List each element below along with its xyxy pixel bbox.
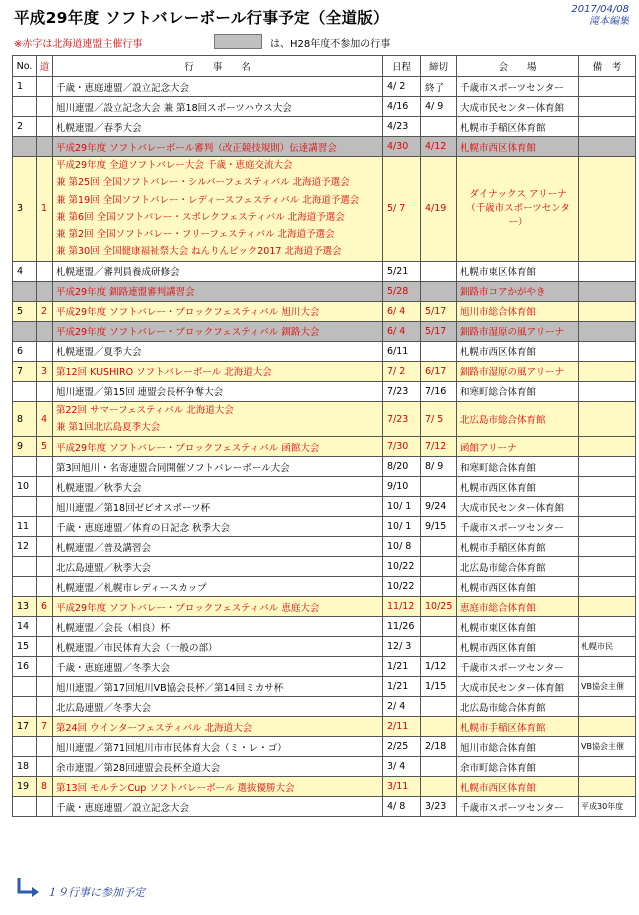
row-date: 7/23 [383, 381, 421, 401]
row-event [53, 157, 383, 262]
row-venue: 釧路市湿原の風アリーナ [457, 361, 579, 381]
row-no [13, 281, 37, 301]
table-row [13, 577, 636, 597]
row-venue: 札幌市西区体育館 [457, 341, 579, 361]
row-date: 2/11 [383, 717, 421, 737]
table-row [13, 477, 636, 497]
row-event: 平成29年度 ソフトバレー・ブロックフェスティバル 釧路大会 [53, 321, 383, 341]
row-venue: 旭川市総合体育館 [457, 737, 579, 757]
table-header-row [13, 56, 636, 77]
row-deadline: 6/17 [421, 361, 457, 381]
row-no: 19 [13, 777, 37, 797]
footer-note: １９行事に参加予定 [46, 886, 145, 899]
row-date: 7/ 2 [383, 361, 421, 381]
row-venue: 千歳市スポーツセンター [457, 77, 579, 97]
event-line: 兼 第6回 全国ソフトバレー・スポレクフェスティバル 北海道予選会 [56, 211, 345, 223]
row-no: 17 [13, 717, 37, 737]
table-row [13, 677, 636, 697]
row-dou-number [37, 797, 53, 817]
row-dou-number [37, 321, 53, 341]
row-date: 1/21 [383, 657, 421, 677]
row-note [579, 577, 636, 597]
table-row [13, 537, 636, 557]
row-no: 1 [13, 77, 37, 97]
row-venue: 千歳市スポーツセンター [457, 517, 579, 537]
row-date: 4/16 [383, 97, 421, 117]
row-date: 11/12 [383, 597, 421, 617]
table-row [13, 497, 636, 517]
row-note [579, 281, 636, 301]
row-event: 第13回 モルテンCup ソフトバレーボール 選抜優勝大会 [53, 777, 383, 797]
row-venue: ダイナックス アリーナ（千歳市スポーツセンター） [457, 157, 579, 262]
header-event: 行 事 名 [53, 56, 383, 77]
row-date: 5/21 [383, 261, 421, 281]
row-date: 5/ 7 [383, 157, 421, 262]
row-deadline: 7/16 [421, 381, 457, 401]
row-dou-number: 1 [37, 157, 53, 262]
row-deadline: 7/12 [421, 437, 457, 457]
row-dou-number [37, 281, 53, 301]
edit-date [571, 4, 629, 28]
row-deadline [421, 281, 457, 301]
row-date: 10/ 1 [383, 497, 421, 517]
row-note [579, 341, 636, 361]
row-no: 14 [13, 617, 37, 637]
row-event: 千歳・恵庭連盟／体育の日記念 秋季大会 [53, 517, 383, 537]
row-event: 平成29年度 ソフトバレーボール審判（改正競技規則）伝達講習会 [53, 137, 383, 157]
row-venue: 北広島市総合体育館 [457, 401, 579, 437]
row-event: 札幌連盟／秋季大会 [53, 477, 383, 497]
row-no: 3 [13, 157, 37, 262]
legend-gray-swatch [214, 34, 262, 49]
row-note [579, 381, 636, 401]
row-note [579, 517, 636, 537]
row-event: 札幌連盟／市民体育大会（一般の部） [53, 637, 383, 657]
row-dou-number [37, 381, 53, 401]
row-event: 旭川連盟／設立記念大会 兼 第18回スポーツハウス大会 [53, 97, 383, 117]
row-note [579, 697, 636, 717]
row-date: 10/ 8 [383, 537, 421, 557]
row-note [579, 717, 636, 737]
row-dou-number [37, 137, 53, 157]
row-dou-number [37, 737, 53, 757]
row-no: 6 [13, 341, 37, 361]
row-dou-number [37, 497, 53, 517]
row-note [579, 401, 636, 437]
event-line: 平成29年度 全道ソフトバレー大会 千歳・恵庭交流大会 [56, 160, 293, 171]
table-row [13, 261, 636, 281]
row-event: 札幌連盟／春季大会 [53, 117, 383, 137]
row-no [13, 697, 37, 717]
row-event: 旭川連盟／第17回旭川VB協会長杯／第14回ミカサ杯 [53, 677, 383, 697]
row-event: 第24回 ウインターフェスティバル 北海道大会 [53, 717, 383, 737]
row-deadline: 8/ 9 [421, 457, 457, 477]
row-venue: 北広島市総合体育館 [457, 697, 579, 717]
row-note: 札幌市民 [579, 637, 636, 657]
page-title: 平成29年度 ソフトバレーボール行事予定（全道版） [14, 9, 389, 27]
row-note [579, 157, 636, 262]
row-event: 旭川連盟／第18回ゼビオスポーツ杯 [53, 497, 383, 517]
row-no [13, 381, 37, 401]
row-note [579, 77, 636, 97]
header-note: 備 考 [579, 56, 636, 77]
row-note [579, 657, 636, 677]
row-dou-number [37, 341, 53, 361]
row-event: 余市連盟／第28回連盟会長杯全道大会 [53, 757, 383, 777]
row-note [579, 617, 636, 637]
row-dou-number: 7 [37, 717, 53, 737]
row-date: 7/23 [383, 401, 421, 437]
row-venue: 旭川市総合体育館 [457, 301, 579, 321]
table-row [13, 457, 636, 477]
row-event: 札幌連盟／普及講習会 [53, 537, 383, 557]
table-row [13, 137, 636, 157]
table-row [13, 517, 636, 537]
table-row [13, 617, 636, 637]
row-date: 8/20 [383, 457, 421, 477]
row-deadline [421, 637, 457, 657]
table-row [13, 637, 636, 657]
row-dou-number [37, 457, 53, 477]
row-date: 12/ 3 [383, 637, 421, 657]
row-venue: 札幌市手稲区体育館 [457, 117, 579, 137]
table-row [13, 77, 636, 97]
row-no: 11 [13, 517, 37, 537]
row-deadline [421, 777, 457, 797]
row-deadline: 4/12 [421, 137, 457, 157]
schedule-table [12, 55, 636, 817]
row-venue: 千歳市スポーツセンター [457, 797, 579, 817]
row-venue: 和寒町総合体育館 [457, 457, 579, 477]
row-note [579, 321, 636, 341]
table-row [13, 97, 636, 117]
row-venue: 和寒町総合体育館 [457, 381, 579, 401]
row-no: 8 [13, 401, 37, 437]
legend-gray-note: は、H28年度不参加の行事 [270, 39, 391, 50]
row-dou-number: 3 [37, 361, 53, 381]
header-deadline: 締切 [421, 56, 457, 77]
row-event: 第3回旭川・名寄連盟合同開催ソフトバレーボール大会 [53, 457, 383, 477]
row-note: 平成30年度 [579, 797, 636, 817]
row-event: 平成29年度 ソフトバレー・ブロックフェスティバル 恵庭大会 [53, 597, 383, 617]
table-row [13, 697, 636, 717]
legend-red-note: ※赤字は北海道連盟主催行事 [14, 39, 143, 50]
row-dou-number [37, 577, 53, 597]
row-dou-number [37, 657, 53, 677]
row-dou-number [37, 261, 53, 281]
row-deadline [421, 757, 457, 777]
row-deadline: 4/ 9 [421, 97, 457, 117]
row-note [579, 597, 636, 617]
row-venue: 函館アリーナ [457, 437, 579, 457]
row-venue: 札幌市東区体育館 [457, 261, 579, 281]
header-venue: 会 場 [457, 56, 579, 77]
row-no [13, 677, 37, 697]
row-date: 9/10 [383, 477, 421, 497]
row-no: 5 [13, 301, 37, 321]
row-no [13, 497, 37, 517]
row-event: 平成29年度 ソフトバレー・ブロックフェスティバル 函館大会 [53, 437, 383, 457]
row-no: 13 [13, 597, 37, 617]
row-date: 5/28 [383, 281, 421, 301]
row-note [579, 497, 636, 517]
row-note [579, 777, 636, 797]
table-row [13, 281, 636, 301]
row-deadline [421, 477, 457, 497]
row-deadline [421, 537, 457, 557]
row-event: 千歳・恵庭連盟／設立記念大会 [53, 77, 383, 97]
row-dou-number [37, 517, 53, 537]
row-no [13, 321, 37, 341]
table-row [13, 757, 636, 777]
row-no: 9 [13, 437, 37, 457]
row-note [579, 457, 636, 477]
row-date: 10/ 1 [383, 517, 421, 537]
event-line: 兼 第25回 全国ソフトバレー・シルバーフェスティバル 北海道予選会 [56, 177, 350, 189]
row-date: 4/23 [383, 117, 421, 137]
row-note [579, 301, 636, 321]
row-event: 第12回 KUSHIRO ソフトバレーボール 北海道大会 [53, 361, 383, 381]
row-deadline [421, 557, 457, 577]
row-deadline: 10/25 [421, 597, 457, 617]
row-event: 札幌連盟／会長（相良）杯 [53, 617, 383, 637]
row-deadline: 9/15 [421, 517, 457, 537]
arrow-icon [16, 877, 42, 897]
row-no: 4 [13, 261, 37, 281]
table-row [13, 797, 636, 817]
row-deadline [421, 341, 457, 361]
table-row [13, 321, 636, 341]
row-no: 7 [13, 361, 37, 381]
row-date: 2/25 [383, 737, 421, 757]
row-deadline: 4/19 [421, 157, 457, 262]
row-event: 平成29年度 ソフトバレー・ブロックフェスティバル 旭川大会 [53, 301, 383, 321]
event-line: 兼 第19回 全国ソフトバレー・レディースフェスティバル 北海道予選会 [56, 194, 360, 206]
row-event: 北広島連盟／秋季大会 [53, 557, 383, 577]
row-date: 6/11 [383, 341, 421, 361]
table-row [13, 717, 636, 737]
row-no [13, 577, 37, 597]
row-date: 6/ 4 [383, 321, 421, 341]
row-venue: 札幌市西区体育館 [457, 137, 579, 157]
row-no: 18 [13, 757, 37, 777]
row-note [579, 97, 636, 117]
row-date: 11/26 [383, 617, 421, 637]
row-dou-number: 4 [37, 401, 53, 437]
row-deadline [421, 261, 457, 281]
row-deadline: 9/24 [421, 497, 457, 517]
row-event: 平成29年度 釧路連盟審判講習会 [53, 281, 383, 301]
row-venue: 札幌市東区体育館 [457, 617, 579, 637]
row-no [13, 737, 37, 757]
row-date: 2/ 4 [383, 697, 421, 717]
row-event: 札幌連盟／札幌市レディースカップ [53, 577, 383, 597]
row-note [579, 477, 636, 497]
row-venue: 千歳市スポーツセンター [457, 657, 579, 677]
event-line: 兼 第1回北広島夏季大会 [56, 422, 161, 434]
row-deadline: 終了 [421, 77, 457, 97]
row-venue: 札幌市西区体育館 [457, 777, 579, 797]
row-dou-number [37, 117, 53, 137]
event-line: 兼 第2回 全国ソフトバレー・フリーフェスティバル 北海道予選会 [56, 229, 335, 241]
row-deadline [421, 617, 457, 637]
row-deadline: 5/17 [421, 301, 457, 321]
row-venue: 札幌市西区体育館 [457, 637, 579, 657]
row-note [579, 261, 636, 281]
table-row [13, 777, 636, 797]
row-venue: 大成市民センター体育館 [457, 97, 579, 117]
row-no [13, 797, 37, 817]
row-note: VB協会主催 [579, 737, 636, 757]
row-dou-number [37, 77, 53, 97]
row-dou-number [37, 557, 53, 577]
row-venue: 余市町総合体育館 [457, 757, 579, 777]
row-venue: 札幌市手稲区体育館 [457, 717, 579, 737]
row-event [53, 401, 383, 437]
row-deadline [421, 577, 457, 597]
table-row [13, 437, 636, 457]
row-date: 4/ 2 [383, 77, 421, 97]
legend [14, 34, 634, 50]
editor-text: 滝本編集 [589, 16, 629, 27]
table-row [13, 341, 636, 361]
event-line: 兼 第30回 全国健康福祉祭大会 ねんりんピック2017 北海道予選会 [56, 246, 342, 258]
table-row [13, 301, 636, 321]
row-date: 4/30 [383, 137, 421, 157]
row-dou-number [37, 637, 53, 657]
row-note [579, 537, 636, 557]
row-note [579, 117, 636, 137]
row-no [13, 137, 37, 157]
row-venue: 大成市民センター体育館 [457, 677, 579, 697]
table-row [13, 401, 636, 437]
row-event: 旭川連盟／第15回 連盟会長杯争奪大会 [53, 381, 383, 401]
table-body [13, 77, 636, 817]
row-no [13, 457, 37, 477]
row-note [579, 437, 636, 457]
row-venue: 札幌市手稲区体育館 [457, 537, 579, 557]
row-deadline [421, 117, 457, 137]
row-event: 北広島連盟／冬季大会 [53, 697, 383, 717]
row-no [13, 97, 37, 117]
row-date: 10/22 [383, 577, 421, 597]
row-note [579, 361, 636, 381]
table-row [13, 657, 636, 677]
table-row [13, 157, 636, 262]
row-no: 12 [13, 537, 37, 557]
row-deadline [421, 697, 457, 717]
row-date: 4/ 8 [383, 797, 421, 817]
row-date: 6/ 4 [383, 301, 421, 321]
row-dou-number [37, 697, 53, 717]
table-row [13, 557, 636, 577]
row-dou-number: 5 [37, 437, 53, 457]
row-note: VB協会主催 [579, 677, 636, 697]
row-no [13, 557, 37, 577]
row-venue: 釧路市湿原の風アリーナ [457, 321, 579, 341]
row-venue: 札幌市西区体育館 [457, 477, 579, 497]
row-dou-number [37, 97, 53, 117]
row-deadline [421, 717, 457, 737]
row-dou-number [37, 537, 53, 557]
row-venue: 札幌市西区体育館 [457, 577, 579, 597]
row-no: 2 [13, 117, 37, 137]
row-deadline: 2/18 [421, 737, 457, 757]
table-row [13, 737, 636, 757]
row-deadline: 5/17 [421, 321, 457, 341]
row-dou-number: 6 [37, 597, 53, 617]
row-note [579, 557, 636, 577]
row-deadline: 1/12 [421, 657, 457, 677]
row-dou-number [37, 477, 53, 497]
row-no: 10 [13, 477, 37, 497]
row-event: 札幌連盟／夏季大会 [53, 341, 383, 361]
row-note [579, 757, 636, 777]
row-venue: 北広島市総合体育館 [457, 557, 579, 577]
row-deadline: 3/23 [421, 797, 457, 817]
header-date: 日程 [383, 56, 421, 77]
row-date: 1/21 [383, 677, 421, 697]
row-dou-number: 8 [37, 777, 53, 797]
row-event: 旭川連盟／第71回旭川市市民体育大会（ミ・レ・ゴ） [53, 737, 383, 757]
event-line: 第22回 サマーフェスティバル 北海道大会 [56, 404, 234, 416]
header-no: No. [13, 56, 37, 77]
row-venue: 釧路市コアかがやき [457, 281, 579, 301]
header-dou: 道 [37, 56, 53, 77]
row-event: 札幌連盟／審判員養成研修会 [53, 261, 383, 281]
row-deadline: 7/ 5 [421, 401, 457, 437]
table-row [13, 117, 636, 137]
table-row [13, 381, 636, 401]
row-dou-number [37, 677, 53, 697]
row-venue: 恵庭市総合体育館 [457, 597, 579, 617]
row-dou-number: 2 [37, 301, 53, 321]
row-dou-number [37, 757, 53, 777]
row-date: 3/11 [383, 777, 421, 797]
row-date: 7/30 [383, 437, 421, 457]
table-row [13, 597, 636, 617]
table-row [13, 361, 636, 381]
row-note [579, 137, 636, 157]
row-date: 10/22 [383, 557, 421, 577]
row-event: 千歳・恵庭連盟／設立記念大会 [53, 797, 383, 817]
row-dou-number [37, 617, 53, 637]
date-text: 2017/04/08 [571, 4, 629, 15]
row-no: 15 [13, 637, 37, 657]
row-date: 3/ 4 [383, 757, 421, 777]
row-deadline: 1/15 [421, 677, 457, 697]
row-no: 16 [13, 657, 37, 677]
row-venue: 大成市民センター体育館 [457, 497, 579, 517]
row-event: 千歳・恵庭連盟／冬季大会 [53, 657, 383, 677]
